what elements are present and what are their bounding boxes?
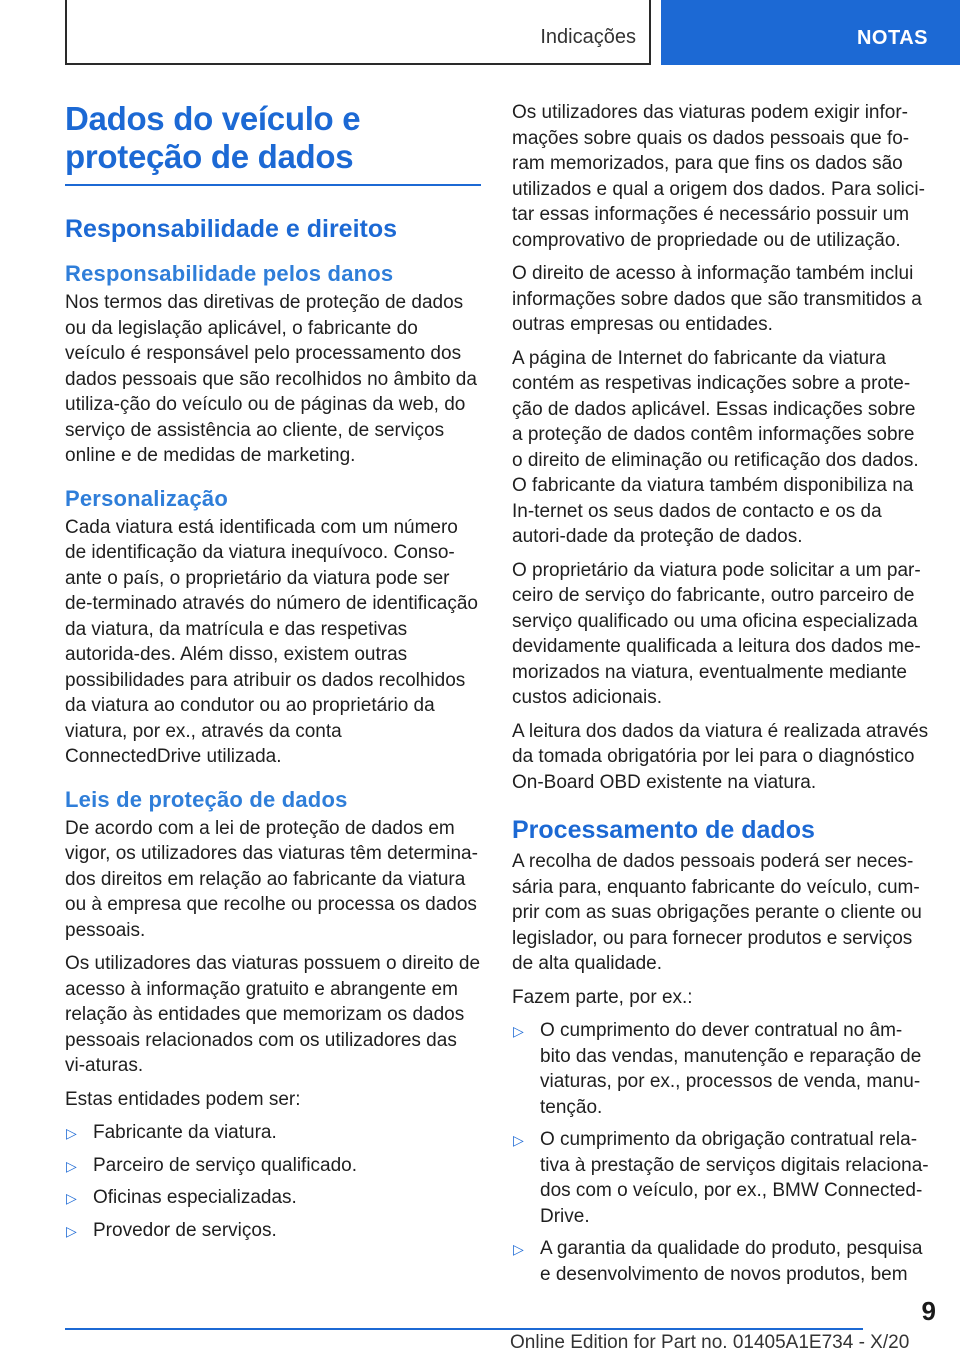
section-heading-responsabilidade: Responsabilidade e direitos bbox=[65, 215, 398, 243]
paragraph: Os utilizadores das viaturas possuem o direito de acesso à informação gratuito e abrangente em relação às entidades que memorizam os dados pessoais relacionados com os utilizadores das vi-aturas. bbox=[65, 953, 481, 1076]
entities-list bbox=[65, 1120, 481, 1243]
footer-edition: Online Edition for Part no. 01405A1E734 - X/20 bbox=[510, 1332, 910, 1353]
triangle-bullet-icon: ▷ bbox=[513, 1241, 524, 1257]
header-rule-right bbox=[649, 0, 651, 64]
paragraph: Cada viatura está identificada com um número de identificação da viatura inequívoco. Conso-ante o país, o proprietário da viatura pode ser de-terminado através do número de identificação da viatura, da matrícula e das respetivas autorida-des. Além disso, existem outras possibilidades para atribuir os dados recolhidos da viatura ao condutor ou ao proprietário da viatura, por ex., através da conta ConnectedDrive utilizada. bbox=[65, 516, 478, 767]
triangle-bullet-icon: ▷ bbox=[513, 1132, 524, 1148]
paragraph: Os utilizadores das viaturas podem exigir infor-mações sobre quais os dados pessoais que fo-ram memorizados, para que fins os dados são utilizados e qual a origem dos dados. Para solici-tar essas informações é necessário possuir um comprovativo de propriedade ou de utilização. bbox=[512, 102, 925, 251]
list-item bbox=[65, 1218, 481, 1244]
header-rule-bottom bbox=[65, 63, 651, 65]
triangle-bullet-icon: ▷ bbox=[66, 1157, 77, 1174]
header-section-label: Indicações bbox=[540, 26, 636, 48]
paragraph: A página de Internet do fabricante da viatura contém as respetivas indicações sobre a prote-ção de dados aplicável. Essas indicações sobre a proteção de dados contêm informações sobre o direito de eliminação ou retificação dos dados. O fabricante da viatura também disponibiliza na In-ternet os seus dados de contacto e os da autori-dade da proteção de dados. bbox=[512, 347, 919, 547]
triangle-bullet-icon: ▷ bbox=[66, 1190, 77, 1206]
subheading-leis: Leis de proteção de dados bbox=[65, 786, 348, 812]
paragraph: O direito de acesso à informação também inclui informações sobre dados que são transmitidos a outras empresas ou entidades. bbox=[512, 263, 922, 335]
triangle-bullet-icon: ▷ bbox=[513, 1023, 524, 1039]
list-item bbox=[512, 1127, 930, 1229]
list-item-text: Parceiro de serviço qualificado. bbox=[93, 1154, 358, 1176]
subheading-danos: Responsabilidade pelos danos bbox=[65, 261, 394, 286]
header-rule-left bbox=[65, 0, 67, 64]
list-item bbox=[65, 1185, 481, 1211]
list-item-text: Provedor de serviços. bbox=[93, 1219, 277, 1241]
paragraph: Fazem parte, por ex.: bbox=[512, 986, 693, 1008]
paragraph: O proprietário da viatura pode solicitar a um par-ceiro de serviço do fabricante, outro parceiro de serviço qualificado ou uma oficina especializada devidamente qualificada a leitura dos dados me-morizados na viatura, eventualmente mediante custos adicionais. bbox=[512, 559, 921, 708]
list-item bbox=[512, 1236, 930, 1287]
obligations-list bbox=[512, 1018, 930, 1287]
list-item bbox=[65, 1120, 481, 1146]
paragraph: A recolha de dados pessoais poderá ser neces-sária para, enquanto fabricante do veículo, cum-prir com as suas obrigações perante o cliente ou legislador, ou para fornecer produtos e serviços de alta qualidade. bbox=[512, 851, 922, 974]
section-heading-processamento: Processamento de dados bbox=[512, 816, 815, 844]
list-item bbox=[512, 1018, 930, 1120]
subheading-personalizacao: Personalização bbox=[65, 485, 228, 511]
page-title: Dados do veículo e proteção de dados bbox=[65, 100, 481, 186]
paragraph: A leitura dos dados da viatura é realizada através da tomada obrigatória por lei para o diagnóstico On-Board OBD existente na viatura. bbox=[512, 720, 929, 793]
paragraph: De acordo com a lei de proteção de dados em vigor, os utilizadores das viaturas têm determina-dos direitos em relação ao fabricante da viatura ou à empresa que recolhe ou processa os dados pessoais. bbox=[65, 817, 478, 941]
list-item-text: Fabricante da viatura. bbox=[93, 1122, 277, 1143]
list-item-text: O cumprimento da obrigação contratual rela-tiva à prestação de serviços digitais relaciona-dos com o veículo, por ex., BMW Connected-Drive. bbox=[540, 1129, 929, 1227]
header-chapter-tab bbox=[661, 0, 960, 65]
paragraph: Nos termos das diretivas de proteção de dados ou da legislação aplicável, o fabricante do veículo é responsável pelo processamento dos dados pessoais que são recolhidos no âmbito da utiliza-ção do veículo ou de páginas da web, do serviço de assistência ao cliente, de serviços online e de medidas de marketing. bbox=[65, 292, 477, 466]
footer-rule bbox=[65, 1328, 863, 1330]
list-item-text: Oficinas especializadas. bbox=[93, 1187, 297, 1208]
left-column bbox=[65, 100, 481, 1250]
triangle-bullet-icon: ▷ bbox=[66, 1222, 77, 1239]
list-item bbox=[65, 1153, 481, 1179]
list-item-text: A garantia da qualidade do produto, pesquisa e desenvolvimento de novos produtos, bem bbox=[540, 1238, 923, 1285]
triangle-bullet-icon: ▷ bbox=[66, 1125, 77, 1141]
paragraph: Estas entidades podem ser: bbox=[65, 1088, 301, 1110]
header-chapter-label: NOTAS bbox=[856, 27, 928, 49]
list-item-text: O cumprimento do dever contratual no âm-bito das vendas, manutenção e reparação de viaturas, por ex., processos de venda, manu-tenção. bbox=[540, 1020, 922, 1118]
page-number: 9 bbox=[921, 1296, 936, 1326]
right-column bbox=[512, 100, 930, 1294]
